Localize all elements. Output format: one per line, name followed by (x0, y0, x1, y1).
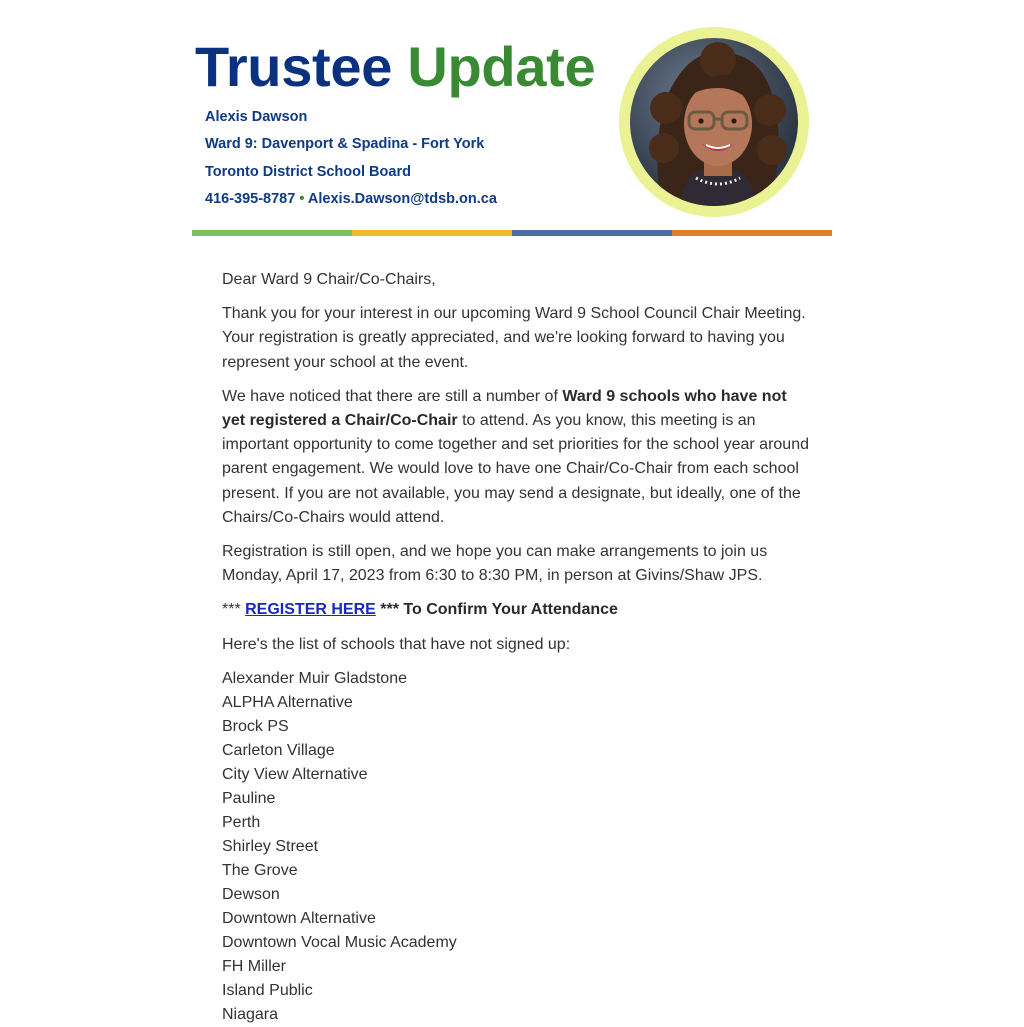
school-list (222, 667, 812, 1027)
register-suffix: *** To Confirm Your Attendance (375, 601, 618, 619)
school-board: Toronto District School Board (205, 163, 411, 180)
school-list-item: Alexander Muir Gladstone (222, 669, 407, 687)
newsletter-header (192, 0, 832, 230)
paragraph-thanks: Thank you for your interest in our upcoming Ward 9 School Council Chair Meeting. Your registration is greatly appreciated, and we're looking forward to having you represent your school at the event. (222, 305, 806, 371)
divider-orange (672, 230, 832, 236)
notice-rest: to attend. As you know, this meeting is an important opportunity to come together and set priorities for the school year around parent engagement. We would love to have one Chair/Co-Chair from each school present. If you are not available, you may send a designate, but ideally, one of the Chairs/Co-Chairs would attend. (222, 412, 809, 526)
paragraph-registration: Registration is still open, and we hope you can make arrangements to join us Monday, April 17, 2023 from 6:30 to 8:30 PM, in person at Givins/Shaw JPS. (222, 543, 768, 585)
trustee-photo-frame (619, 27, 809, 217)
ward-name: Ward 9: Davenport & Spadina - Fort York (205, 136, 485, 153)
school-list-item: City View Alternative (222, 765, 368, 783)
school-list-item: Brock PS (222, 717, 289, 735)
school-list-item: FH Miller (222, 957, 286, 975)
notice-emphasis: Ward 9 schools who have not yet registered a Chair/Co-Chair (222, 387, 787, 430)
email-address[interactable]: Alexis.Dawson@tdsb.on.ca (307, 190, 497, 207)
register-here-link[interactable]: REGISTER HERE (245, 601, 376, 619)
divider-green (192, 230, 352, 236)
school-list-item: Pauline (222, 789, 276, 807)
school-list-item: ALPHA Alternative (222, 693, 353, 711)
school-list-item: Downtown Vocal Music Academy (222, 933, 457, 951)
school-list-item: Shirley Street (222, 837, 319, 855)
trustee-name: Alexis Dawson (205, 109, 308, 125)
newsletter-title (195, 34, 595, 100)
school-list-item: Downtown Alternative (222, 909, 376, 927)
school-list-item: Carleton Village (222, 741, 335, 759)
school-list-item: Perth (222, 813, 261, 831)
divider-blue (512, 230, 672, 236)
title-trustee: Trustee (195, 35, 393, 98)
portrait-illustration (630, 38, 798, 206)
separator-dot: • (299, 190, 305, 207)
contact-line (205, 186, 497, 213)
paragraph-notice (222, 385, 812, 530)
school-list-item: Dewson (222, 885, 280, 903)
color-divider (192, 230, 832, 236)
school-list-item: Island Public (222, 981, 313, 999)
salutation: Dear Ward 9 Chair/Co-Chairs, (222, 271, 436, 288)
register-line (222, 598, 812, 622)
school-list-item: Niagara (222, 1005, 279, 1023)
notice-intro: We have noticed that there are still a number of (222, 387, 563, 405)
phone-number: 416-395-8787 (205, 190, 296, 207)
register-prefix: *** (222, 601, 246, 619)
divider-yellow (352, 230, 512, 236)
newsletter (192, 0, 832, 1023)
title-update: Update (407, 35, 596, 98)
trustee-photo (630, 38, 798, 206)
list-intro: Here's the list of schools that have not signed up: (222, 635, 571, 653)
school-list-item: The Grove (222, 861, 298, 879)
contact-block (205, 104, 497, 213)
letter-body (222, 268, 812, 1027)
